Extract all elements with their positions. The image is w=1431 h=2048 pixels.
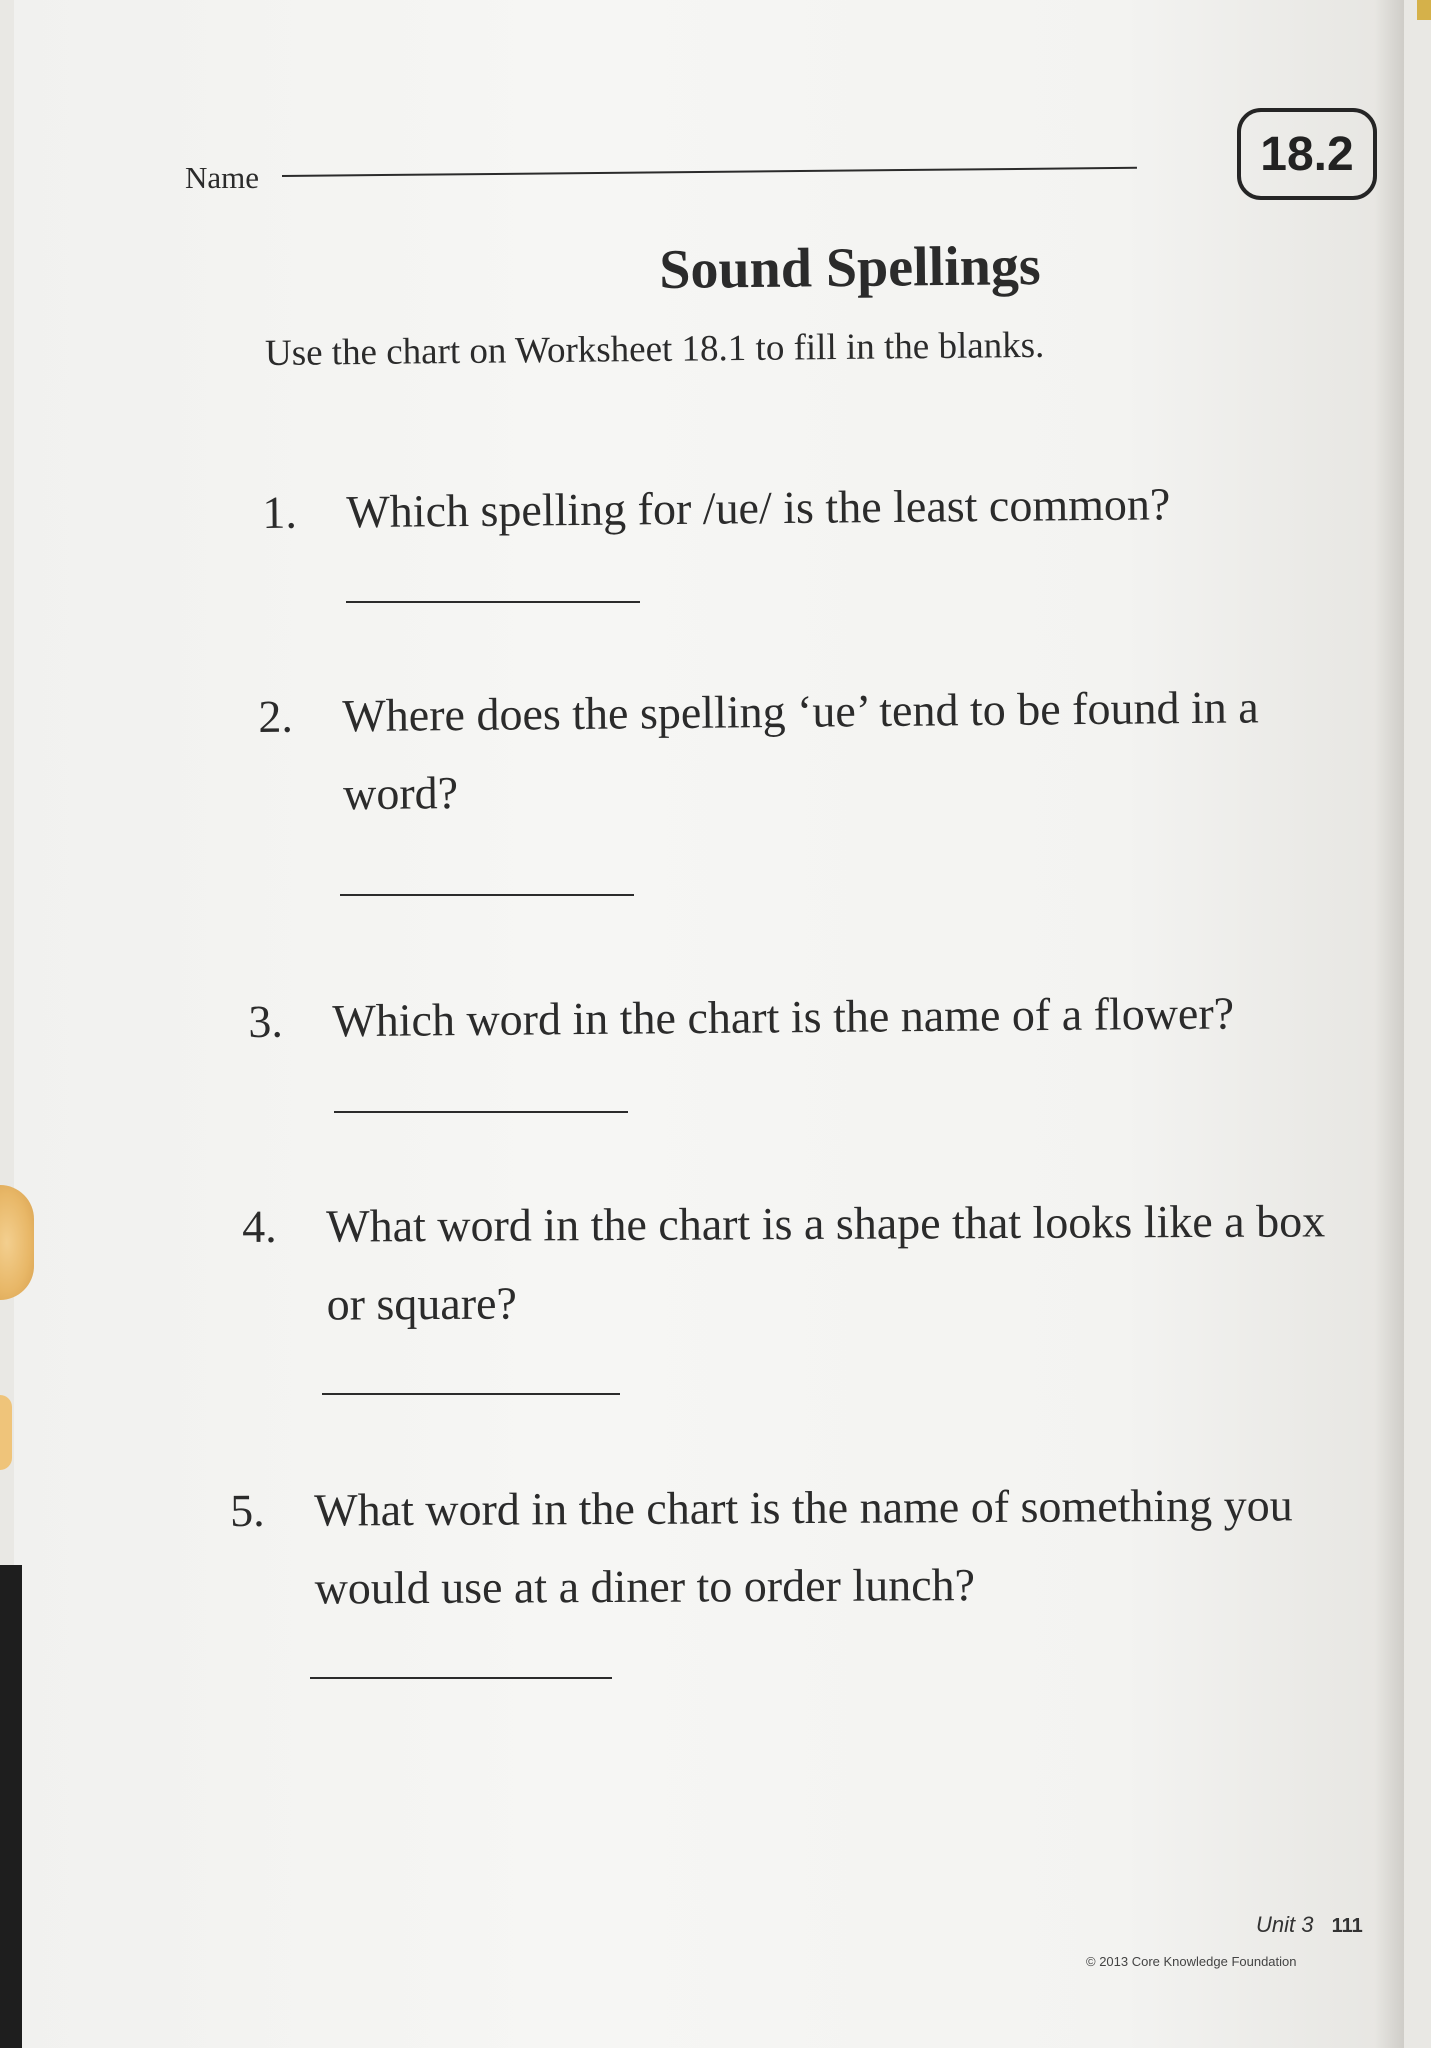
answer-blank-2[interactable] [340, 894, 634, 896]
unit-label: Unit 3 [1256, 1912, 1314, 1937]
question-text: What word in the chart is a shape that looks like a box or square? [326, 1195, 1326, 1330]
left-edge-shadow [0, 1565, 22, 2048]
answer-blank-4[interactable] [322, 1393, 620, 1395]
question-text: Where does the spelling ‘ue’ tend to be found in a word? [342, 681, 1259, 820]
corner-background [1417, 0, 1431, 20]
worksheet-number-badge: 18.2 [1237, 108, 1377, 200]
page-number: 111 [1331, 1915, 1363, 1937]
footer-unit [1256, 1912, 1363, 1938]
instructions: Use the chart on Worksheet 18.1 to fill in the blanks. [264, 324, 1045, 374]
answer-blank-3[interactable] [334, 1111, 628, 1113]
question-number: 1. [262, 486, 298, 538]
question-number: 2. [258, 690, 294, 742]
answer-blank-1[interactable] [346, 601, 640, 603]
question-text: Which word in the chart is the name of a flower? [332, 987, 1235, 1047]
page-title: Sound Spellings [659, 235, 1041, 301]
answer-blank-5[interactable] [310, 1677, 612, 1679]
question-text: What word in the chart is the name of something you would use at a diner to order lunch? [314, 1479, 1293, 1614]
question-number: 4. [242, 1200, 277, 1252]
finger-image [0, 1185, 34, 1300]
name-label: Name [185, 160, 260, 195]
question-number: 5. [230, 1484, 265, 1536]
page-edge-shadow [1374, 0, 1404, 2048]
question-text: Which spelling for /ue/ is the least common? [346, 478, 1171, 538]
finger-image-lower [0, 1395, 12, 1470]
question-number: 3. [248, 995, 284, 1047]
copyright-notice: © 2013 Core Knowledge Foundation [1086, 1954, 1297, 1969]
